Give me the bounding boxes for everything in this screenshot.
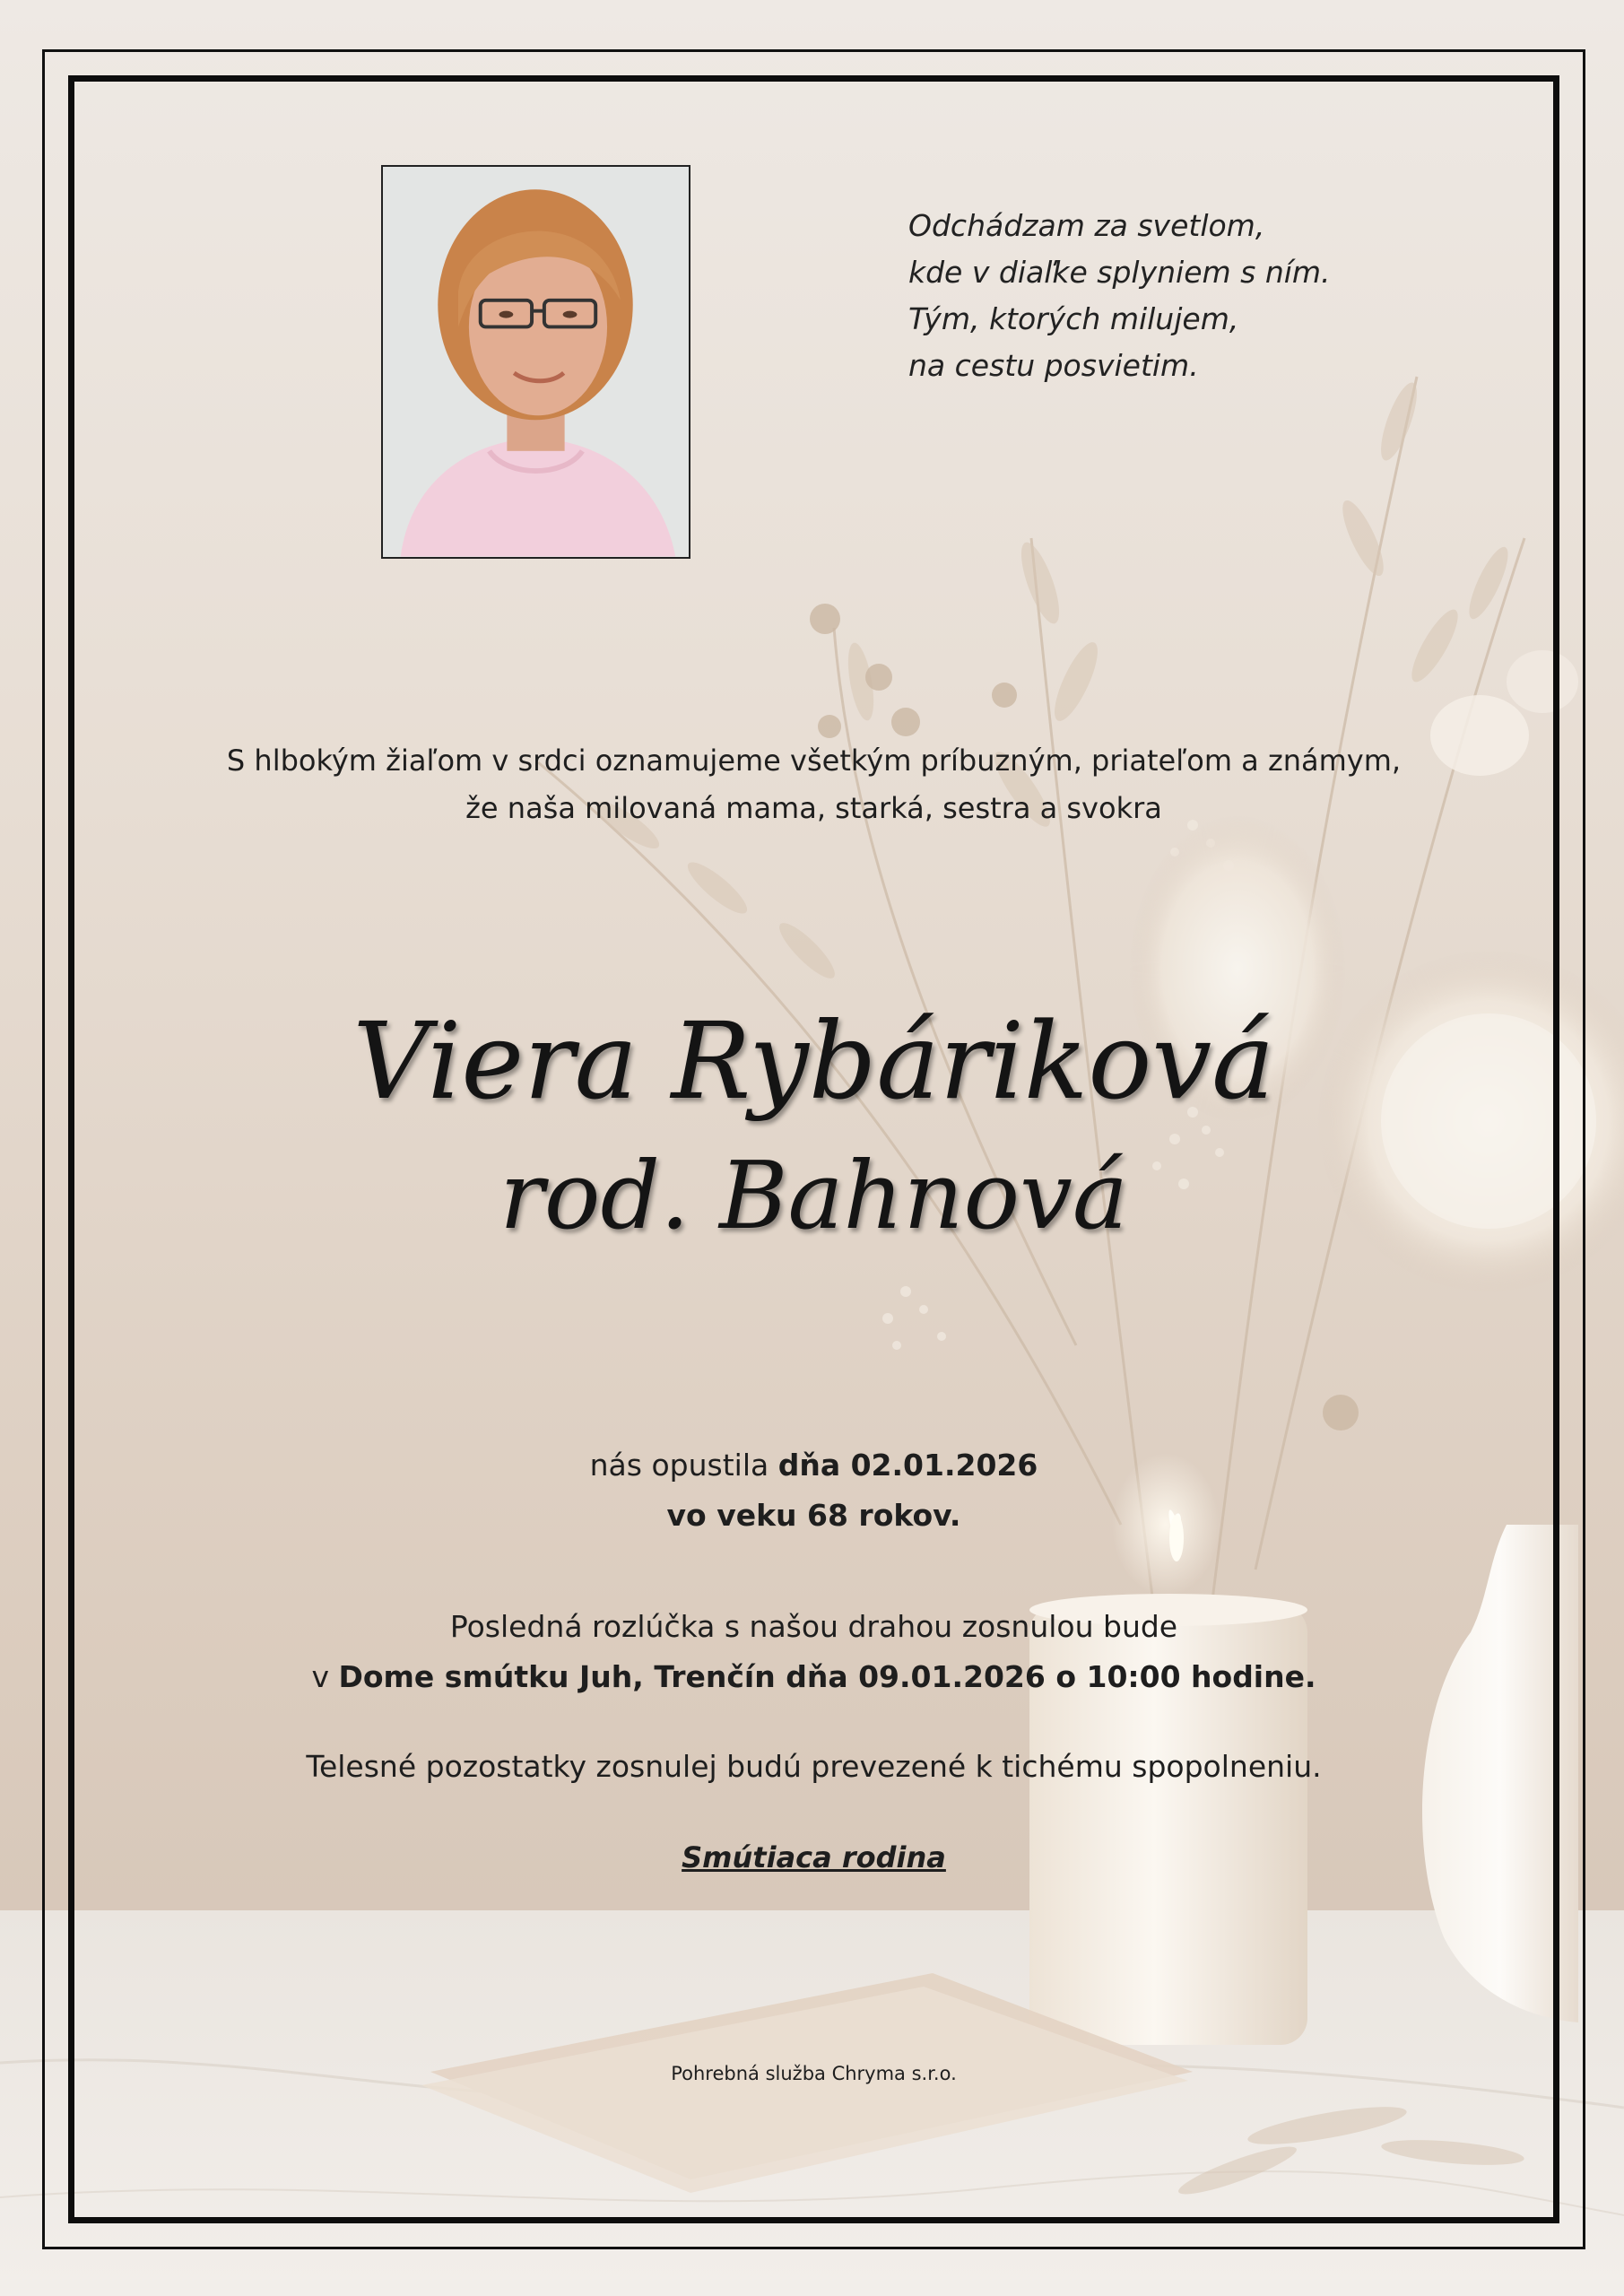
funeral-line-2 xyxy=(68,1652,1559,1702)
full-name: Viera Rybáriková xyxy=(352,999,1275,1123)
age: vo veku 68 rokov. xyxy=(666,1498,961,1533)
deceased-name xyxy=(68,994,1559,1263)
funeral-info xyxy=(68,1602,1559,1702)
death-date: dňa 02.01.2026 xyxy=(777,1448,1038,1483)
death-info xyxy=(68,1440,1559,1541)
intro-line: S hlbokým žiaľom v srdci oznamujeme všetkým príbuzným, priateľom a známym, xyxy=(226,744,1402,778)
death-prefix: nás opustila xyxy=(589,1448,769,1483)
funeral-line-1: Posledná rozlúčka s našou drahou zosnulou bude xyxy=(449,1609,1178,1644)
portrait-photo xyxy=(381,165,690,559)
funeral-prefix: v xyxy=(311,1659,329,1694)
remains-note: Telesné pozostatky zosnulej budú prevezené k tichému spopolneniu. xyxy=(306,1749,1322,1784)
poem xyxy=(908,203,1411,389)
poem-line: kde v diaľke splyniem s ním. xyxy=(908,255,1331,290)
poem-line: na cestu posvietim. xyxy=(908,348,1199,383)
portrait-illustration xyxy=(383,167,689,557)
funeral-details: Dome smútku Juh, Trenčín dňa 09.01.2026 o 10:00 hodine. xyxy=(338,1659,1316,1694)
age-line xyxy=(68,1491,1559,1541)
signature: Smútiaca rodina xyxy=(682,1840,946,1874)
announcement-intro xyxy=(68,737,1559,832)
poem-line: Odchádzam za svetlom, xyxy=(908,208,1265,243)
maiden-name: rod. Bahnová xyxy=(499,1141,1128,1250)
intro-line: že naša milovaná mama, starká, sestra a svokra xyxy=(465,791,1162,825)
death-date-line xyxy=(68,1440,1559,1491)
signature-block xyxy=(68,1840,1559,1874)
funeral-service: Pohrebná služba Chryma s.r.o. xyxy=(671,2063,957,2084)
poem-line: Tým, ktorých milujem, xyxy=(908,301,1239,336)
